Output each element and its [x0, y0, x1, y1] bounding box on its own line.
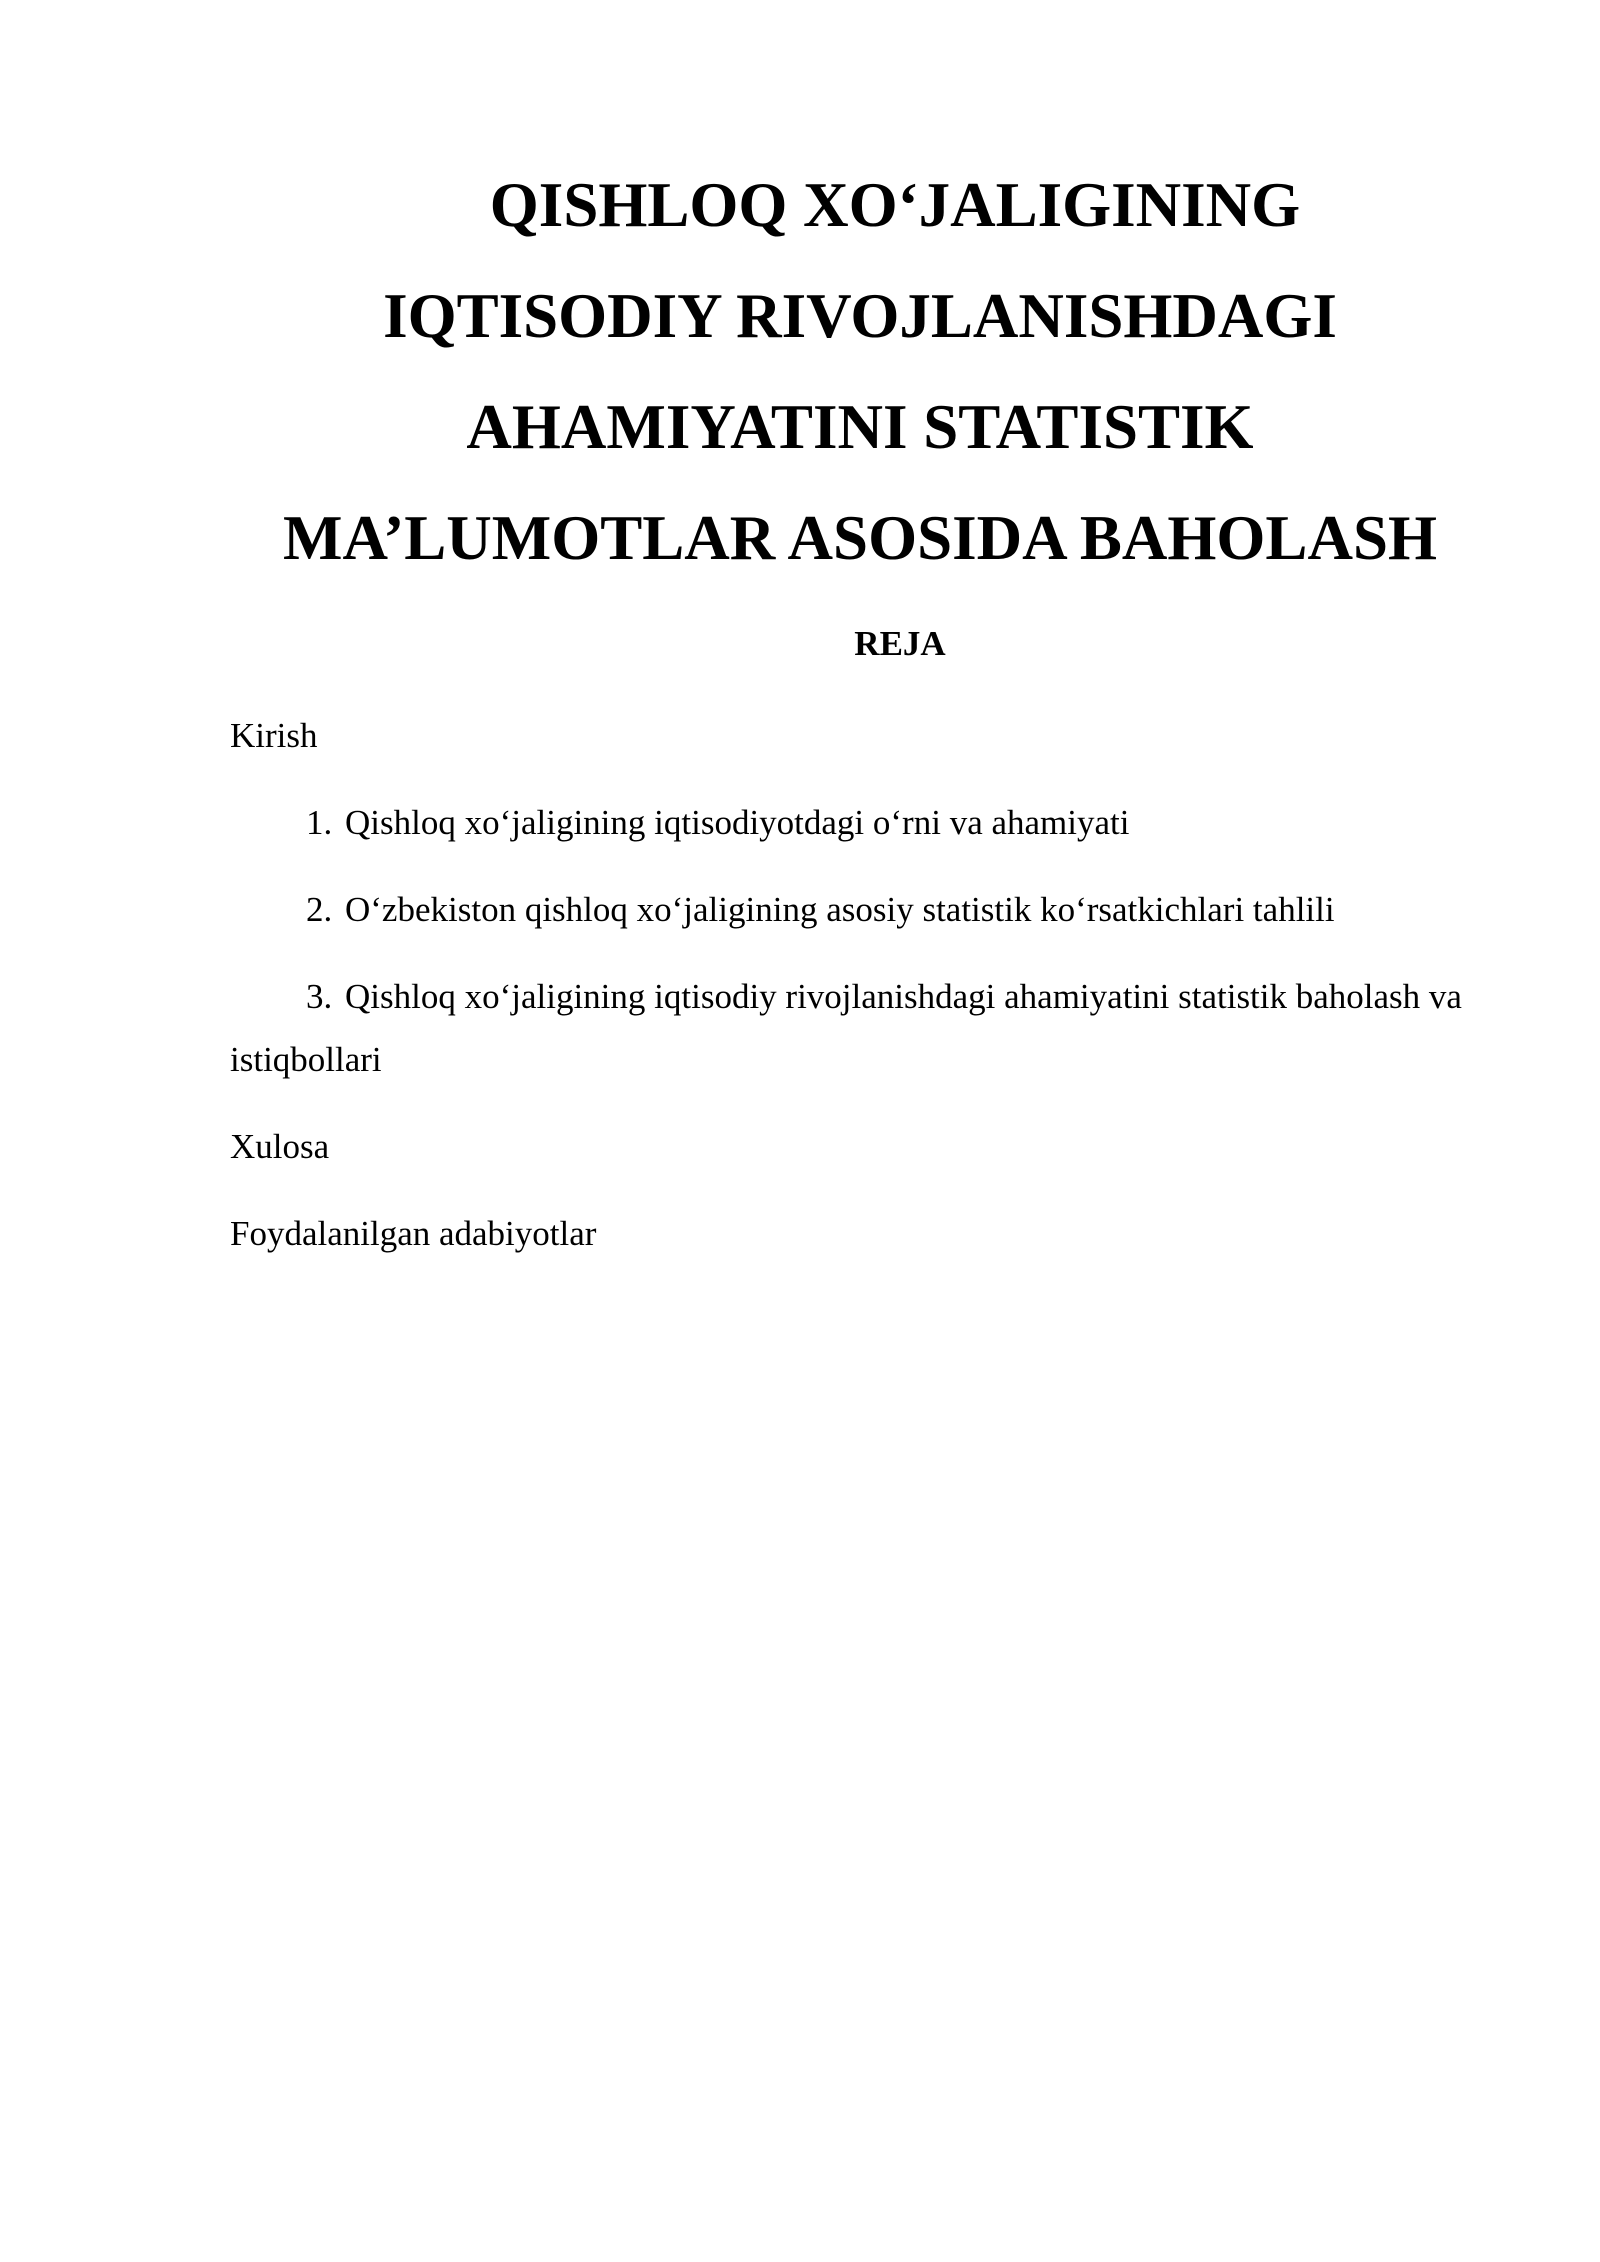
toc-entry-text: O‘zbekiston qishloq xo‘jaligining asosiy statistik ko‘rsatkichlari tahlili: [345, 890, 1335, 929]
title-line: MA’LUMOTLAR ASOSIDA BAHOLASH: [283, 503, 1437, 573]
toc-entry-conclusion: Xulosa: [230, 1127, 330, 1166]
toc-entry-number: 3.: [306, 977, 333, 1016]
document-title: [230, 150, 1490, 594]
table-of-contents: [230, 704, 1500, 1289]
title-line: IQTISODIY RIVOJLANISHDAGI: [383, 281, 1337, 351]
title-line: QISHLOQ XO‘JALIGINING: [489, 170, 1301, 240]
toc-entry-number: 1.: [306, 803, 333, 842]
toc-entry-number: 2.: [306, 890, 333, 929]
toc-entry-references: Foydalanilgan adabiyotlar: [230, 1214, 597, 1253]
toc-entry: [230, 791, 1500, 854]
toc-entry-intro: Kirish: [230, 716, 318, 755]
toc-entry-text: Qishloq xo‘jaligining iqtisodiy rivojlanishdagi ahamiyatini statistik baholash va istiqbollari: [230, 977, 1462, 1079]
title-line: AHAMIYATINI STATISTIK: [466, 392, 1254, 462]
toc-entry: [230, 965, 1500, 1091]
plan-heading: REJA: [854, 624, 946, 663]
toc-entry: [230, 878, 1500, 941]
toc-entry-text: Qishloq xo‘jaligining iqtisodiyotdagi o‘rni va ahamiyati: [345, 803, 1130, 842]
